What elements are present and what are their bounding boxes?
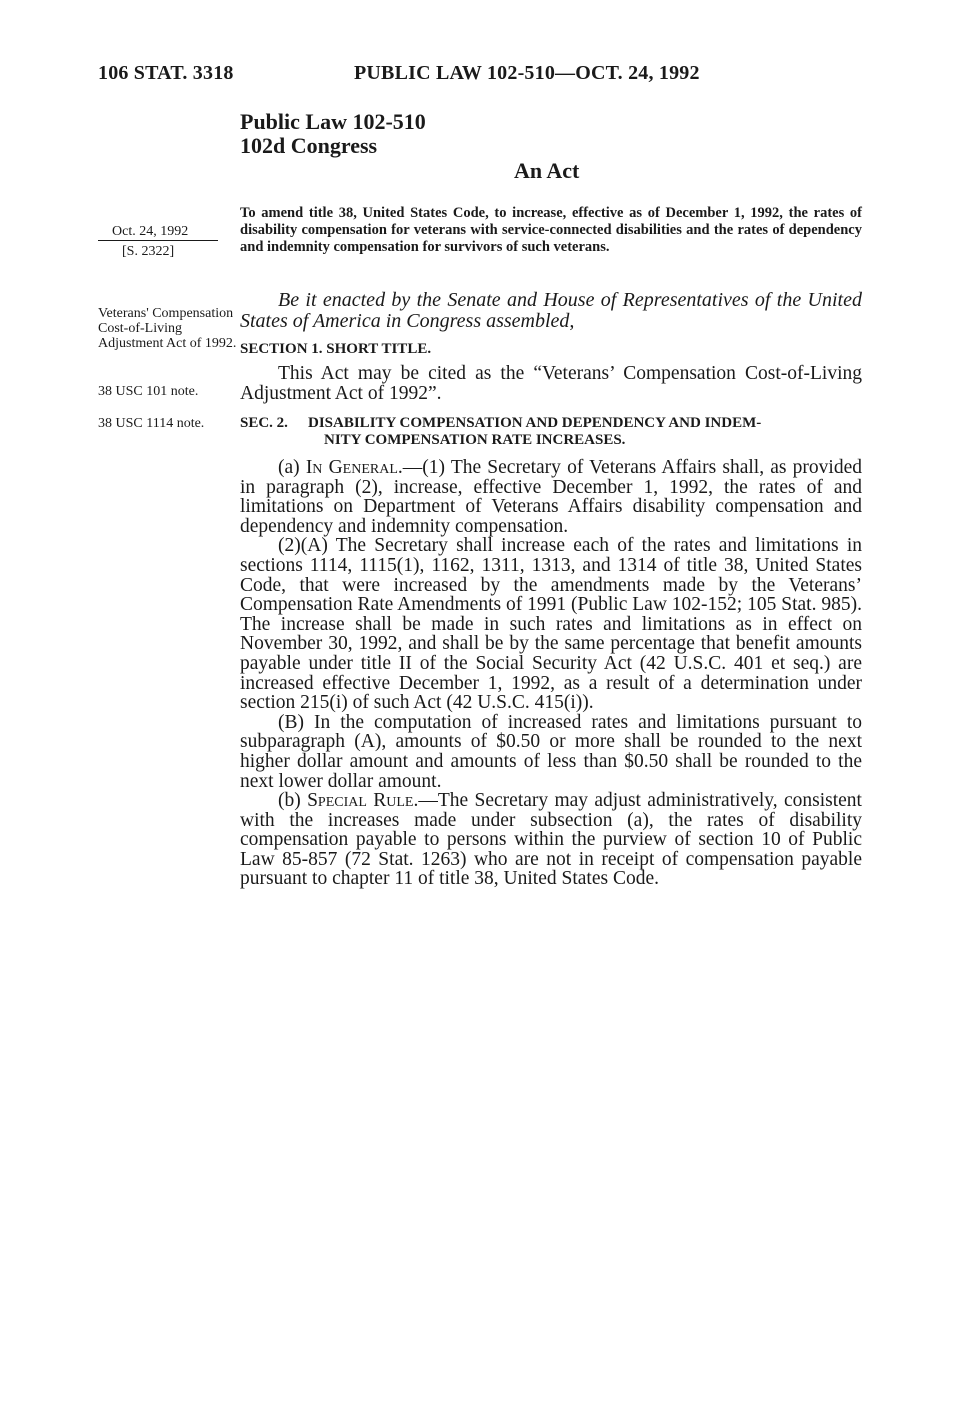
purpose-clause: To amend title 38, United States Code, to increase, effective as of December 1, 1992, the rates of disability compensation for veterans with service-connected disabilities and the rates of dependency and indemnity compensation for survivors of such veterans.: [240, 205, 862, 255]
section-2-body: [240, 458, 862, 889]
act-heading: An Act: [514, 158, 580, 183]
stat-citation: 106 STAT. 3318: [98, 62, 234, 84]
margin-usc-note-2: 38 USC 1114 note.: [98, 416, 205, 431]
subsection-b-label: (b): [278, 790, 308, 812]
margin-bill-number: [S. 2322]: [122, 244, 175, 259]
margin-rule-divider: [98, 240, 218, 241]
subsection-a-paragraph-1: [240, 458, 862, 536]
subsection-b-paragraph: [240, 791, 862, 889]
subsection-a-label: (a): [278, 457, 306, 478]
section-2-heading-line-2: NITY COMPENSATION RATE INCREASES.: [324, 432, 626, 448]
margin-date: Oct. 24, 1992: [112, 224, 189, 239]
subsection-a-paragraph-2A: (2)(A) The Secretary shall increase each of the rates and limitations in sections 1114, 1115(1), 1162, 1311, 1313, and 1314 of title 38, United States Code, that were increased by the amendments made by the Veterans’ Compensation Rate Amendments of 1991 (Public Law 102-152; 105 Stat. 985). The increase shall be made in such rates and limitations as in effect on November 30, 1992, and shall be by the same percentage that benefit amounts payable under title II of the Social Security Act (42 U.S.C. 401 et seq.) are increased effective December 1, 1992, as a result of a determination under section 215(i) of such Act (42 U.S.C. 415(i)).: [240, 535, 862, 714]
section-2-heading-line-1: DISABILITY COMPENSATION AND DEPENDENCY AND INDEM-: [308, 415, 762, 431]
enacting-clause: Be it enacted by the Senate and House of Representatives of the United States of America in Congress assembled,: [240, 289, 862, 332]
law-title-block: [240, 110, 426, 158]
section-2-heading: [240, 415, 862, 449]
subsection-b-text: .—The Secretary may adjust administratively, consistent with the increases made under subsection (a), the rates of disability compensation payable to persons within the purview of section 10 of Public Law 85-857 (72 Stat. 1263) who are not in receipt of compensation payable pursuant to chapter 11 of title 38, United States Code.: [240, 790, 862, 890]
law-number: Public Law 102-510: [240, 109, 426, 134]
subsection-a-heading: In General: [305, 457, 398, 478]
congress-number: 102d Congress: [240, 133, 378, 158]
subsection-a-paragraph-2B: (B) In the computation of increased rates and limitations pursuant to subparagraph (A), amounts of $0.50 or more shall be rounded to the next higher dollar amount and amounts of less than $0.50 shall be rounded to the next lower dollar amount.: [240, 711, 862, 792]
subsection-b-heading: Special Rule: [307, 790, 414, 812]
subsection-a-text: .—(1) The Secretary of Veterans Affairs shall, as provided in paragraph (2), increase, effective December 1, 1992, the rates of and limitations on Department of Veterans Affairs disability compensation and dependency and indemnity compensation.: [240, 457, 862, 537]
running-title: PUBLIC LAW 102-510—OCT. 24, 1992: [354, 62, 700, 84]
section-1-text: This Act may be cited as the “Veterans’ Compensation Cost-of-Living Adjustment Act of 1992”.: [240, 363, 862, 404]
section-2-label: SEC. 2.: [240, 415, 288, 431]
margin-usc-note-1: 38 USC 101 note.: [98, 384, 199, 399]
section-1-heading: SECTION 1. SHORT TITLE.: [240, 341, 432, 357]
margin-short-title-note: Veterans' Compensation Cost-of-Living Adjustment Act of 1992.: [98, 306, 237, 351]
